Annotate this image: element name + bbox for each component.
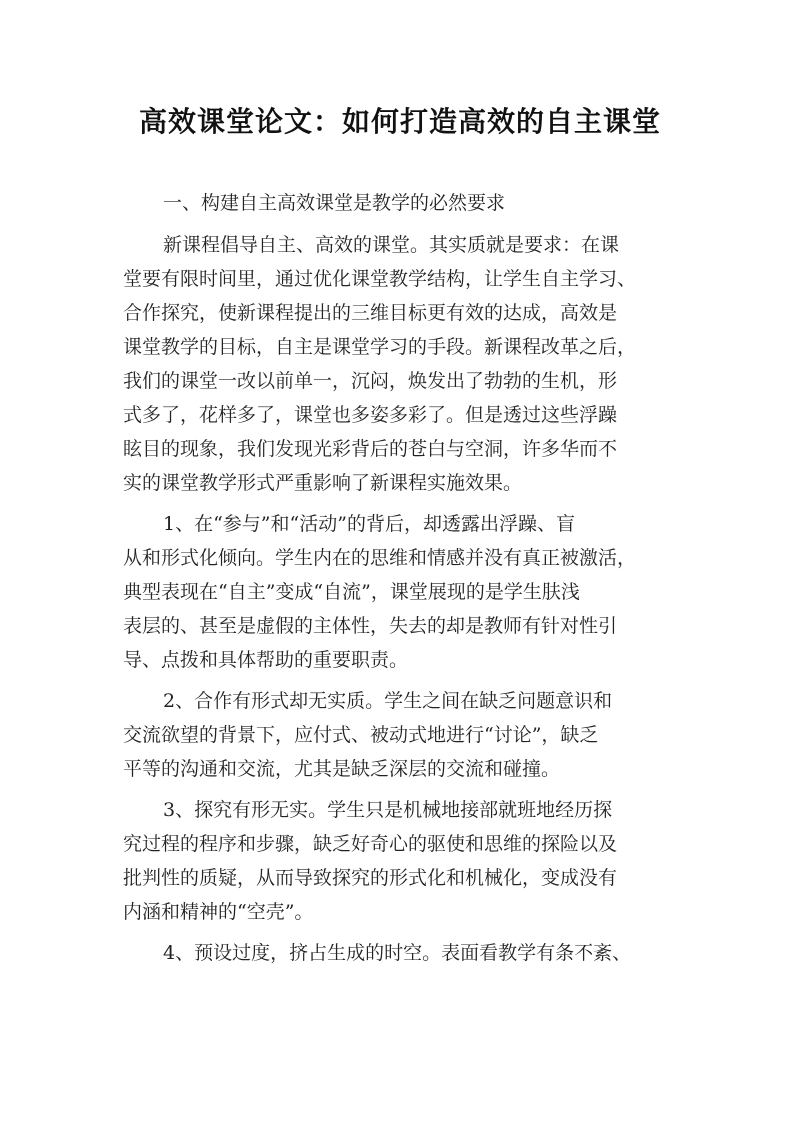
text-line: 从和形式化倾向。学生内在的思维和情感并没有真正被激活， — [123, 547, 637, 569]
paragraph — [123, 507, 683, 677]
text-line: 表层的、甚至是虚假的主体性，失去的却是教师有针对性引 — [123, 615, 618, 637]
paragraph — [123, 793, 683, 929]
text-line: 交流欲望的背景下，应付式、被动式地进行“讨论”，缺乏 — [123, 724, 599, 746]
section-heading: 一、构建自主高效课堂是教学的必然要求 — [163, 192, 506, 214]
text-line: 3、探究有形无实。学生只是机械地接部就班地经历探 — [163, 799, 613, 821]
paragraph — [123, 684, 683, 786]
text-line: 内涵和精神的“空壳”。 — [123, 901, 314, 923]
text-line: 典型表现在“自主”变成“自流”，课堂展现的是学生肤浅 — [123, 581, 580, 603]
text-line: 新课程倡导自主、高效的课堂。其实质就是要求：在课 — [163, 234, 620, 256]
text-line: 实的课堂教学形式严重影响了新课程实施效果。 — [123, 472, 523, 494]
text-line: 2、合作有形式却无实质。学生之间在缺乏问题意识和 — [163, 690, 613, 712]
text-line: 4、预设过度，挤占生成的时空。表面看教学有条不紊、 — [163, 942, 632, 964]
text-line: 堂要有限时间里，通过优化课堂教学结构，让学生自主学习、 — [123, 268, 637, 290]
text-line: 导、点拨和具体帮助的重要职责。 — [123, 649, 409, 671]
text-line: 合作探究，使新课程提出的三维目标更有效的达成，高效是 — [123, 302, 618, 324]
text-line: 1、在“参与”和“活动”的背后，却透露出浮躁、盲 — [163, 513, 575, 535]
body-text — [123, 228, 683, 977]
paragraph — [123, 936, 683, 970]
text-line: 我们的课堂一改以前单一，沉闷，焕发出了勃勃的生机，形 — [123, 370, 618, 392]
document-title: 高效课堂论文：如何打造高效的自主课堂 — [138, 105, 661, 138]
text-line: 究过程的程序和步骤，缺乏好奇心的驱使和思维的探险以及 — [123, 833, 618, 855]
paragraph — [123, 228, 683, 500]
text-line: 眩目的现象，我们发现光彩背后的苍白与空洞，许多华而不 — [123, 438, 618, 460]
text-line: 课堂教学的目标，自主是课堂学习的手段。新课程改革之后， — [123, 336, 637, 358]
text-line: 平等的沟通和交流，尤其是缺乏深层的交流和碰撞。 — [123, 758, 561, 780]
text-line: 式多了，花样多了，课堂也多姿多彩了。但是透过这些浮躁 — [123, 404, 618, 426]
text-line: 批判性的质疑，从而导致探究的形式化和机械化，变成没有 — [123, 867, 618, 889]
